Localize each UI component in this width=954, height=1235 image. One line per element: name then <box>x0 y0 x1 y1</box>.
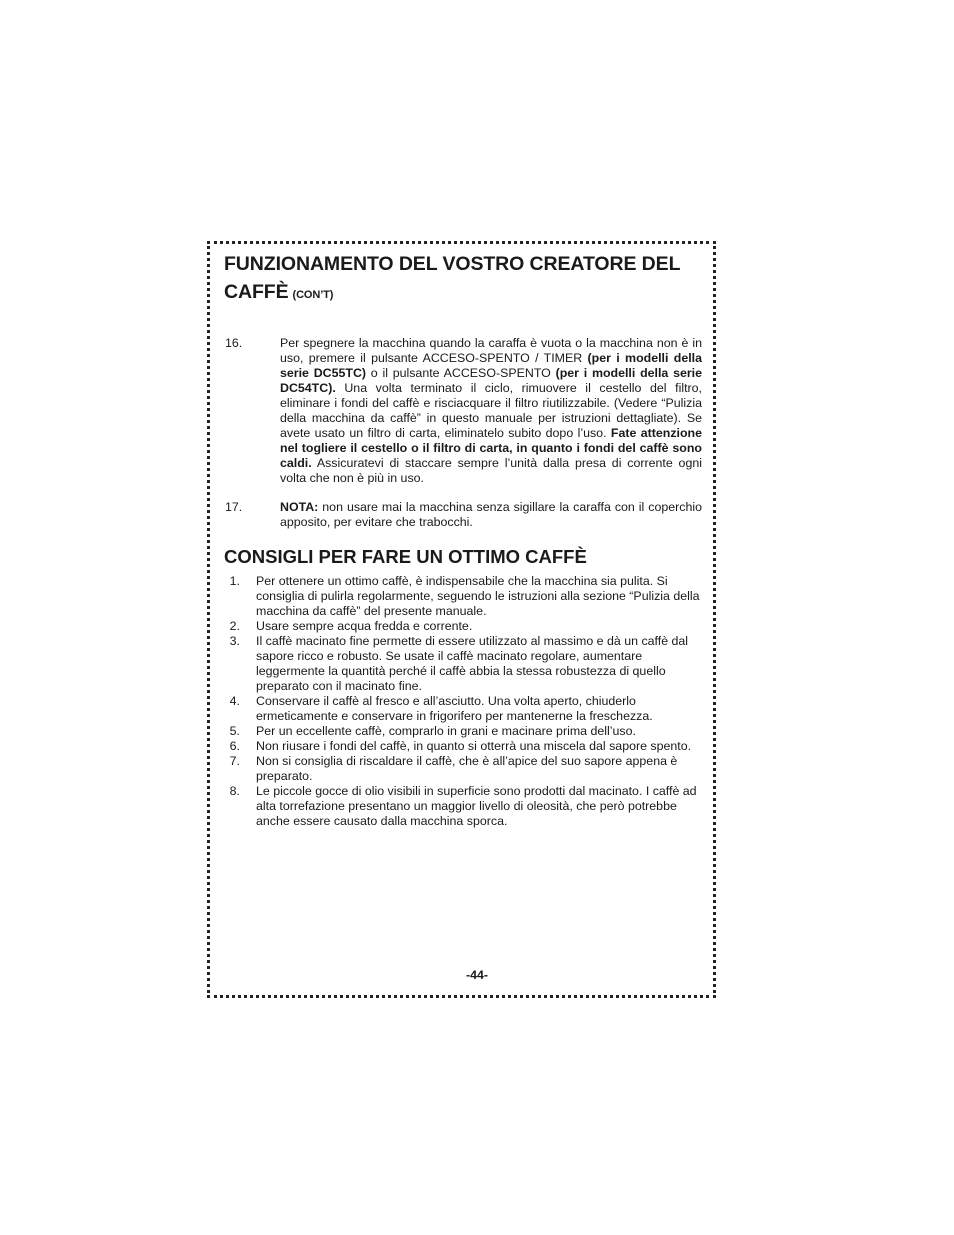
tip-item <box>224 619 702 634</box>
page-title <box>224 250 702 309</box>
tip-number: 8. <box>229 784 240 798</box>
title-suffix: (CON’T) <box>292 289 334 301</box>
steps-list <box>224 336 702 530</box>
tip-item <box>224 739 702 754</box>
step-bold-part: (per i modelli della serie DC54TC). <box>280 366 703 395</box>
tip-number: 1. <box>229 574 240 588</box>
tip-text: Usare sempre acqua fredda e corrente. <box>256 619 473 633</box>
tips-list <box>224 574 702 829</box>
step-text <box>280 500 702 530</box>
tip-number: 7. <box>229 754 240 768</box>
note-label: NOTA: <box>280 500 319 514</box>
tips-title: CONSIGLI PER FARE UN OTTIMO CAFFÈ <box>224 546 587 567</box>
tip-text: Il caffè macinato fine permette di essere utilizzato al massimo e dà un caffè dal sapore ricco e robusto. Se usate il caffè macinato regolare, aumentare leggermente la quantità perché il caffè abbia la stessa robustezza di quello preparato con il macinato fine. <box>256 634 689 693</box>
tip-item <box>224 754 702 784</box>
step-text-part: Per spegnere la macchina quando la caraffa è vuota o la macchina non è in uso, premere il pulsante ACCESO-SPENTO / TIMER <box>280 336 702 365</box>
tip-text: Le piccole gocce di olio visibili in superficie sono prodotti dal macinato. I caffè ad alta torrefazione presentano un maggior livello di oleosità, che però potrebbe anche essere causato dalla macchina sporca. <box>256 784 697 828</box>
tip-number: 2. <box>229 619 240 633</box>
tip-item <box>224 574 702 619</box>
tip-number: 4. <box>229 694 240 708</box>
step-text-part: Assicuratevi di staccare sempre l’unità dalla presa di corrente ogni volta che non è più in uso. <box>280 456 702 485</box>
step-17 <box>224 500 702 530</box>
step-text-part: o il pulsante ACCESO-SPENTO <box>366 366 556 380</box>
tip-text: Per un eccellente caffè, comprarlo in grani e macinare prima dell’uso. <box>256 724 636 738</box>
step-number: 17. <box>225 500 243 514</box>
tip-text: Conservare il caffè al fresco e all’asciutto. Una volta aperto, chiuderlo ermeticamente e conservare in frigorifero per mantenerne la freschezza. <box>256 694 653 723</box>
page-title-text: FUNZIONAMENTO DEL VOSTRO CREATORE DEL CAFFÈ <box>224 253 681 303</box>
tip-item <box>224 724 702 739</box>
tip-text: Non riusare i fondi del caffè, in quanto si otterrà una miscela dal sapore spento. <box>256 739 692 753</box>
page-content <box>224 250 702 829</box>
tip-text: Non si consiglia di riscaldare il caffè, che è all’apice del suo sapore appena è preparato. <box>256 754 678 783</box>
tip-text: Per ottenere un ottimo caffè, è indispensabile che la macchina sia pulita. Si consiglia di pulirla regolarmente, seguendo le istruzioni alla sezione “Pulizia della macchina da caffè” del presente manuale. <box>256 574 700 618</box>
step-text <box>280 336 702 486</box>
tip-number: 5. <box>229 724 240 738</box>
step-16 <box>224 336 702 486</box>
tip-item <box>224 784 702 829</box>
page-number: -44- <box>465 968 489 982</box>
step-number: 16. <box>225 336 243 350</box>
tip-item <box>224 694 702 724</box>
step-bold-part: (per i modelli della serie DC55TC) <box>280 351 702 380</box>
step-text-part: non usare mai la macchina senza sigillare la caraffa con il coperchio apposito, per evitare che trabocchi. <box>280 500 702 529</box>
tip-number: 3. <box>229 634 240 648</box>
step-warning: Fate attenzione nel togliere il cestello o il filtro di carta, in quanto i fondi del caffè sono caldi. <box>280 426 702 470</box>
step-text-part: Una volta terminato il ciclo, rimuovere il cestello del filtro, eliminare i fondi del caffè e risciacquare il filtro riutilizzabile. (Vedere “Pulizia della macchina da caffè” in questo manuale per istruzioni dettagliate). Se avete usato un filtro di carta, eliminatelo subito dopo l’uso. <box>280 381 702 440</box>
tip-item <box>224 634 702 694</box>
tip-number: 6. <box>229 739 240 753</box>
